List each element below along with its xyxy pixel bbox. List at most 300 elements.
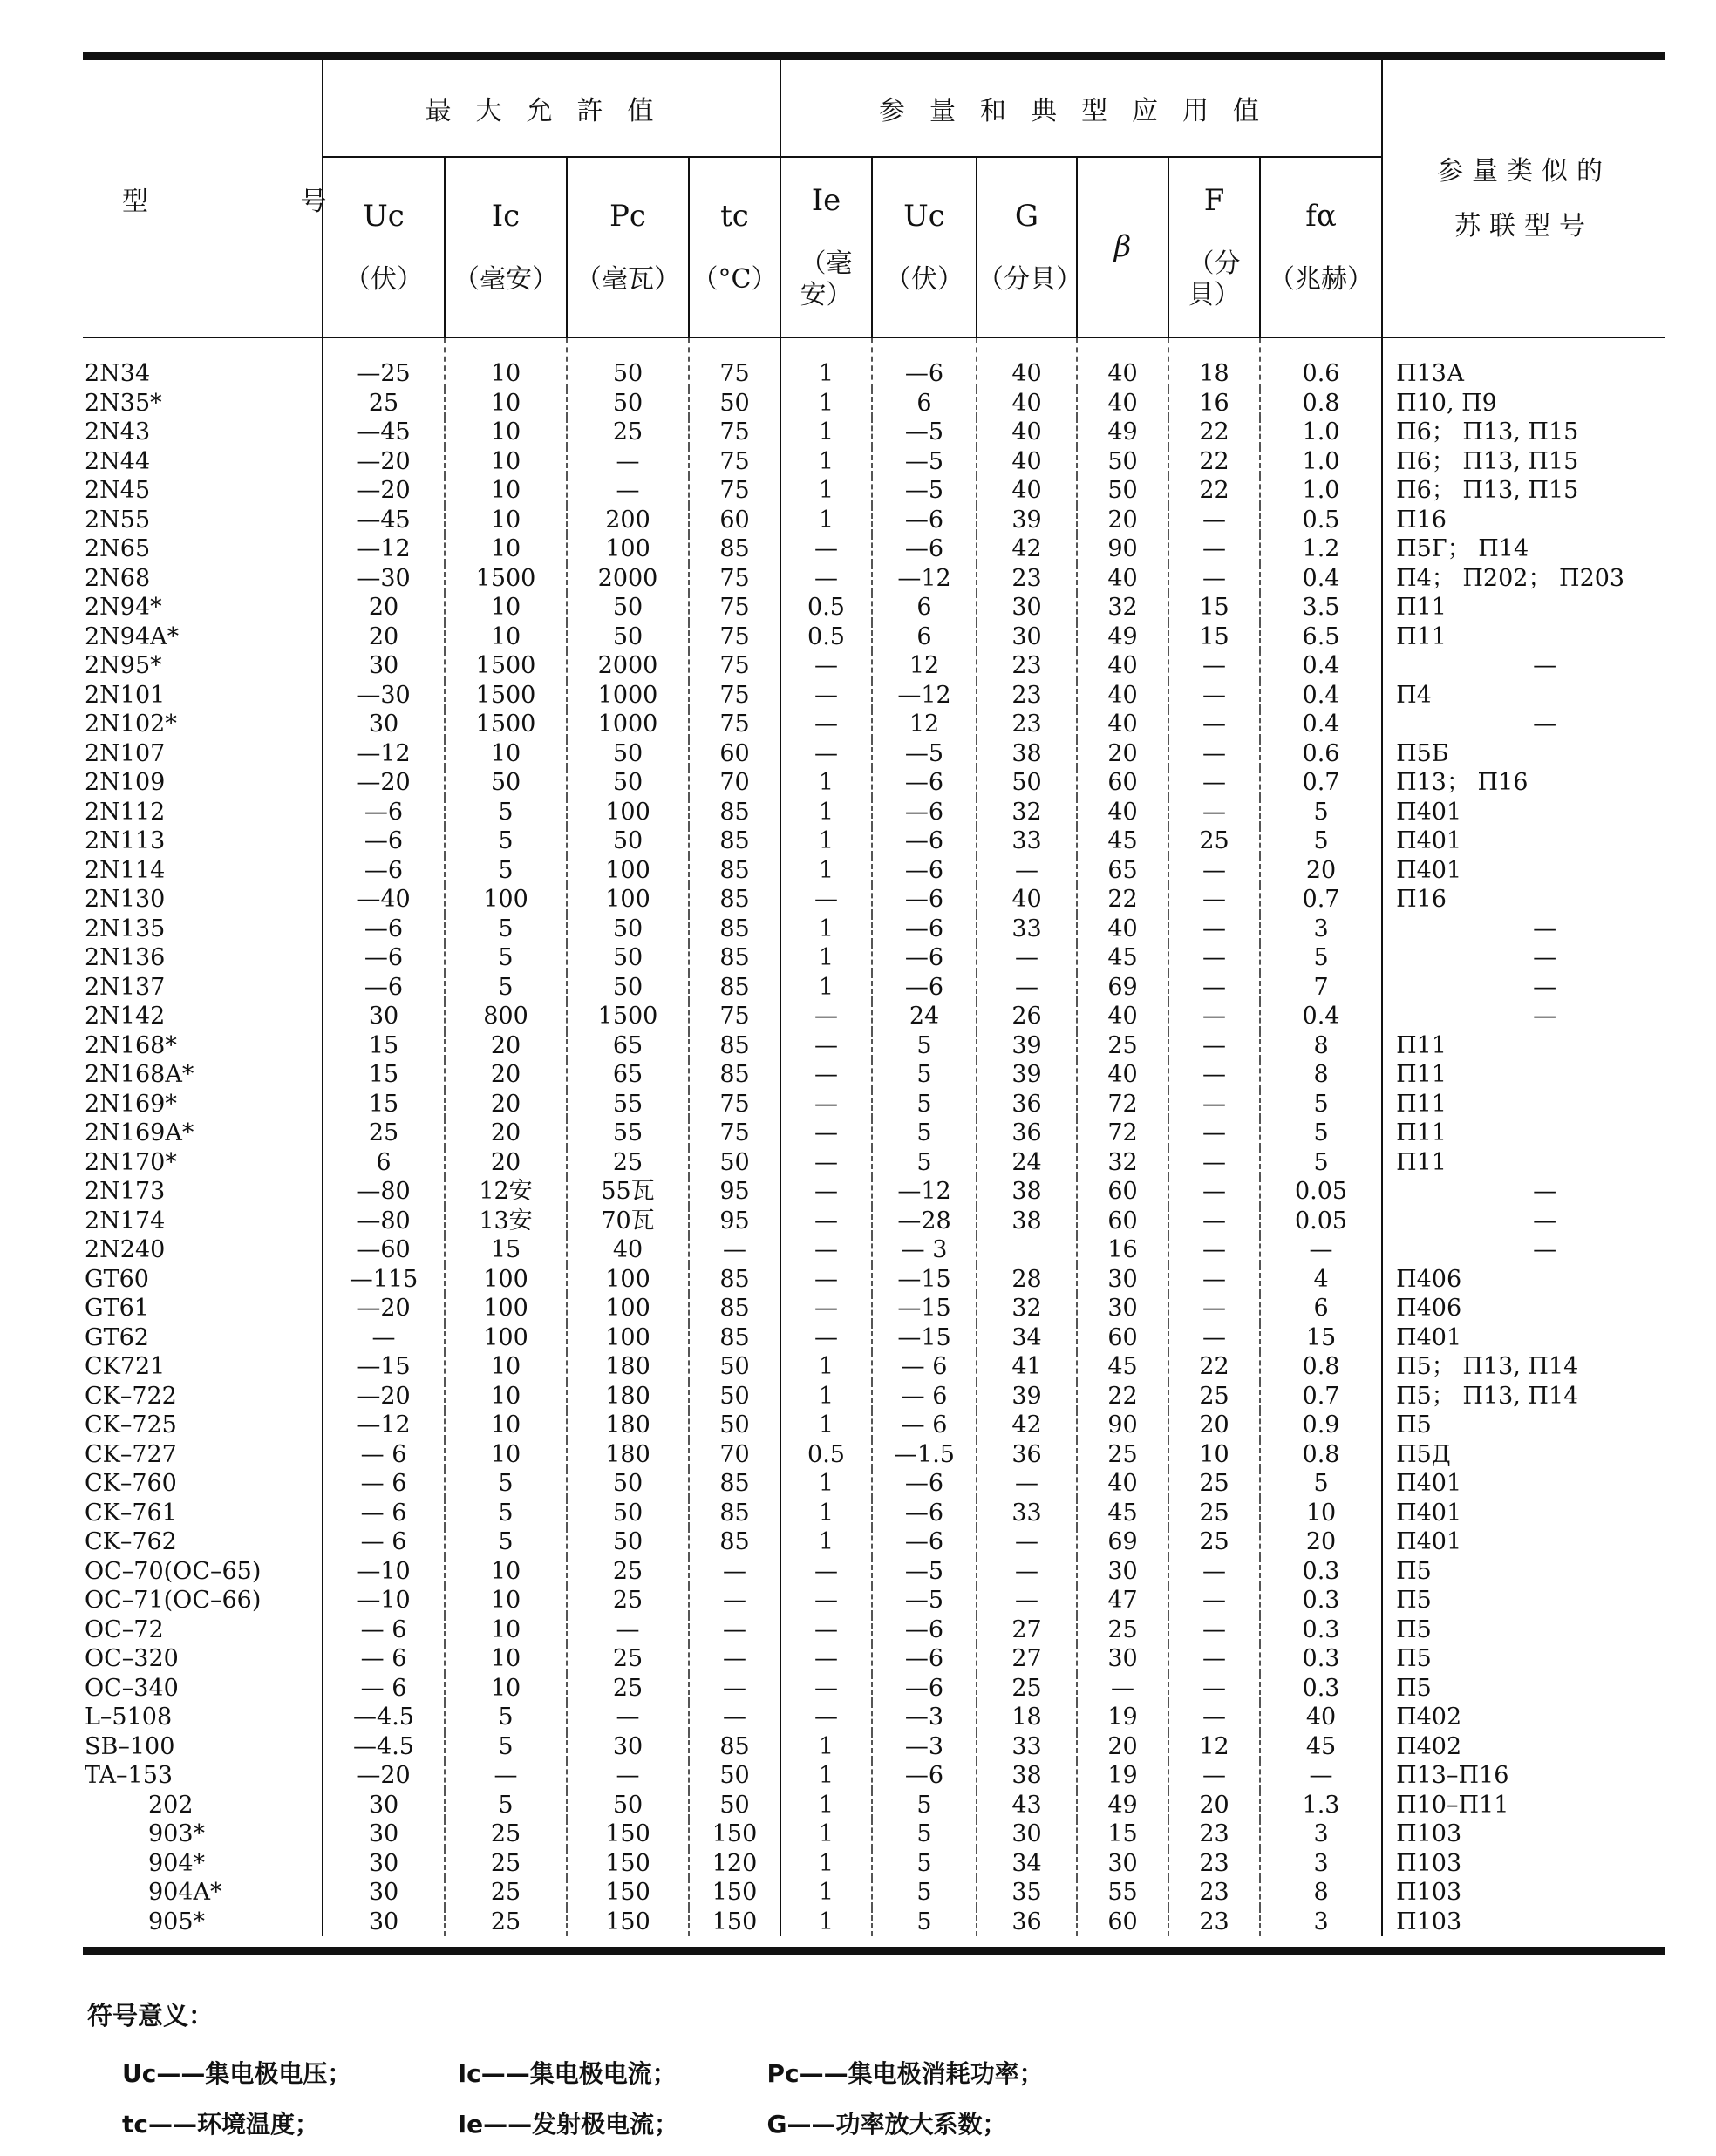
cell-uc-max: 25 bbox=[323, 1119, 445, 1148]
cell-uc-max: —20 bbox=[323, 476, 445, 506]
cell-beta: 60 bbox=[1077, 1323, 1168, 1353]
cell-model: 2N44 bbox=[85, 447, 151, 475]
cell-model: OC–72 bbox=[85, 1615, 164, 1643]
cell-g: 23 bbox=[977, 564, 1077, 594]
cell-tc-max: 85 bbox=[689, 826, 780, 856]
cell-falpha: 6 bbox=[1260, 1294, 1382, 1323]
cell-uc-max: —6 bbox=[323, 943, 445, 973]
table-row bbox=[83, 1382, 1665, 1411]
cell-tc-max: 75 bbox=[689, 681, 780, 711]
cell-ie: — bbox=[780, 1557, 872, 1587]
cell-uc-typ: 6 bbox=[872, 389, 977, 418]
cell-uc-typ: —6 bbox=[872, 1644, 977, 1674]
cell-model: 2N102* bbox=[85, 711, 177, 738]
cell-uc-max: 30 bbox=[323, 651, 445, 681]
cell-f: — bbox=[1168, 768, 1260, 798]
cell-model: 2N173 bbox=[85, 1178, 166, 1205]
cell-g: 23 bbox=[977, 651, 1077, 681]
cell-falpha: 45 bbox=[1260, 1732, 1382, 1762]
cell-f: 18 bbox=[1168, 337, 1260, 389]
cell-soviet-equiv: П406 bbox=[1382, 1265, 1665, 1295]
cell-beta: 49 bbox=[1077, 418, 1168, 447]
table-row bbox=[83, 798, 1665, 827]
cell-ic-max: 10 bbox=[445, 418, 567, 447]
cell-model: CK–722 bbox=[85, 1382, 177, 1410]
cell-tc-max: 75 bbox=[689, 1002, 780, 1031]
cell-uc-typ: —6 bbox=[872, 826, 977, 856]
unit: （毫瓦） bbox=[575, 263, 680, 295]
cell-ic-max: 10 bbox=[445, 739, 567, 769]
cell-f: — bbox=[1168, 1002, 1260, 1031]
cell-ie: — bbox=[780, 1148, 872, 1178]
cell-pc-max: 100 bbox=[567, 1294, 689, 1323]
cell-uc-max: — 6 bbox=[323, 1644, 445, 1674]
cell-ie: — bbox=[780, 1177, 872, 1207]
table-row bbox=[83, 1265, 1665, 1295]
legend-pc: Pc——集电极消耗功率； bbox=[766, 2059, 1044, 2088]
cell-uc-typ: — 6 bbox=[872, 1411, 977, 1440]
cell-ic-max: 10 bbox=[445, 1352, 567, 1382]
cell-model: 905* bbox=[148, 1908, 206, 1935]
cell-g: 38 bbox=[977, 1761, 1077, 1791]
legend-title: 符号意义： bbox=[87, 2001, 214, 2030]
cell-uc-max: 30 bbox=[323, 1849, 445, 1879]
cell-uc-typ: —15 bbox=[872, 1265, 977, 1295]
cell-g: 42 bbox=[977, 534, 1077, 564]
cell-ic-max: 20 bbox=[445, 1031, 567, 1061]
cell-pc-max: 50 bbox=[567, 768, 689, 798]
cell-soviet-equiv: П13–П16 bbox=[1382, 1761, 1665, 1791]
cell-ie: — bbox=[780, 1586, 872, 1615]
cell-uc-max: — 6 bbox=[323, 1674, 445, 1704]
cell-tc-max: 85 bbox=[689, 1060, 780, 1090]
cell-f: — bbox=[1168, 1031, 1260, 1061]
cell-ie: — bbox=[780, 1644, 872, 1674]
header-group-param: 参量和典型应用值 bbox=[780, 60, 1382, 157]
cell-f: — bbox=[1168, 681, 1260, 711]
cell-beta: 47 bbox=[1077, 1586, 1168, 1615]
cell-tc-max: 75 bbox=[689, 651, 780, 681]
cell-g: 33 bbox=[977, 1732, 1077, 1762]
cell-soviet-equiv: П13； П16 bbox=[1382, 768, 1665, 798]
cell-ie: 1 bbox=[780, 447, 872, 477]
cell-tc-max: 85 bbox=[689, 885, 780, 915]
cell-soviet-equiv: П5 bbox=[1382, 1411, 1665, 1440]
cell-tc-max: — bbox=[689, 1674, 780, 1704]
cell-g: 33 bbox=[977, 915, 1077, 944]
cell-pc-max: 25 bbox=[567, 418, 689, 447]
table-row bbox=[83, 593, 1665, 622]
cell-model: 2N168A* bbox=[85, 1061, 194, 1088]
table-row bbox=[83, 447, 1665, 477]
cell-ie: 1 bbox=[780, 1527, 872, 1557]
cell-g: 23 bbox=[977, 710, 1077, 739]
cell-pc-max: 100 bbox=[567, 798, 689, 827]
cell-falpha: 0.3 bbox=[1260, 1615, 1382, 1645]
cell-pc-max: 2000 bbox=[567, 564, 689, 594]
cell-uc-typ: —5 bbox=[872, 739, 977, 769]
cell-model: 2N168* bbox=[85, 1031, 177, 1059]
cell-pc-max: 25 bbox=[567, 1644, 689, 1674]
cell-uc-typ: —6 bbox=[872, 506, 977, 535]
cell-uc-typ: 12 bbox=[872, 710, 977, 739]
table-row bbox=[83, 768, 1665, 798]
cell-beta: 65 bbox=[1077, 856, 1168, 886]
cell-beta: 60 bbox=[1077, 1207, 1168, 1236]
cell-uc-max: 15 bbox=[323, 1031, 445, 1061]
header-soviet-line-2: 苏联型号 bbox=[1454, 210, 1595, 241]
cell-model: 2N94* bbox=[85, 594, 162, 621]
cell-uc-max: —6 bbox=[323, 973, 445, 1003]
cell-ie: 1 bbox=[780, 1761, 872, 1791]
sym: tc bbox=[720, 199, 749, 235]
cell-ic-max: 12安 bbox=[445, 1177, 567, 1207]
table-row bbox=[83, 1469, 1665, 1499]
cell-ie: 1 bbox=[780, 798, 872, 827]
cell-model: 2N240 bbox=[85, 1236, 166, 1263]
cell-beta: 49 bbox=[1077, 1791, 1168, 1820]
cell-uc-max: — 6 bbox=[323, 1499, 445, 1528]
cell-pc-max: — bbox=[567, 447, 689, 477]
cell-falpha: 4 bbox=[1260, 1265, 1382, 1295]
cell-uc-max: 30 bbox=[323, 1908, 445, 1937]
cell-falpha: 10 bbox=[1260, 1499, 1382, 1528]
cell-uc-typ: —5 bbox=[872, 476, 977, 506]
cell-beta: 49 bbox=[1077, 622, 1168, 652]
cell-model: 2N68 bbox=[85, 564, 151, 592]
cell-f: — bbox=[1168, 564, 1260, 594]
cell-model: 2N136 bbox=[85, 944, 166, 971]
table-row bbox=[83, 1177, 1665, 1207]
cell-ie: 1 bbox=[780, 389, 872, 418]
cell-model: OC–70(OC–65) bbox=[85, 1557, 262, 1585]
cell-beta: 22 bbox=[1077, 1382, 1168, 1411]
table-row bbox=[83, 1674, 1665, 1704]
cell-f: 12 bbox=[1168, 1732, 1260, 1762]
cell-tc-max: 75 bbox=[689, 476, 780, 506]
cell-tc-max: 75 bbox=[689, 1119, 780, 1148]
cell-tc-max: 75 bbox=[689, 593, 780, 622]
cell-g: 30 bbox=[977, 622, 1077, 652]
cell-ie: 1 bbox=[780, 476, 872, 506]
header-uc-typ bbox=[872, 157, 977, 337]
cell-model: 2N35* bbox=[85, 389, 162, 417]
cell-tc-max: 70 bbox=[689, 1440, 780, 1470]
cell-beta: 20 bbox=[1077, 506, 1168, 535]
cell-pc-max: 50 bbox=[567, 943, 689, 973]
unit: （分貝） bbox=[977, 263, 1082, 295]
cell-model: 2N109 bbox=[85, 769, 166, 796]
cell-tc-max: — bbox=[689, 1557, 780, 1587]
cell-f: 16 bbox=[1168, 389, 1260, 418]
table-row bbox=[83, 1819, 1665, 1849]
cell-model: 904A* bbox=[148, 1879, 222, 1906]
cell-pc-max: 2000 bbox=[567, 651, 689, 681]
cell-f: 10 bbox=[1168, 1440, 1260, 1470]
cell-soviet-equiv: П401 bbox=[1382, 1527, 1665, 1557]
cell-f: 20 bbox=[1168, 1791, 1260, 1820]
cell-ie: 1 bbox=[780, 506, 872, 535]
cell-ic-max: 10 bbox=[445, 1411, 567, 1440]
cell-falpha: 0.6 bbox=[1260, 337, 1382, 389]
cell-falpha: 1.0 bbox=[1260, 447, 1382, 477]
cell-tc-max: 75 bbox=[689, 564, 780, 594]
cell-uc-typ: —6 bbox=[872, 768, 977, 798]
header-model-char-2: 号 bbox=[300, 186, 327, 217]
cell-f: 23 bbox=[1168, 1878, 1260, 1908]
cell-soviet-equiv: П401 bbox=[1382, 856, 1665, 886]
cell-uc-max: —10 bbox=[323, 1586, 445, 1615]
cell-beta: 45 bbox=[1077, 826, 1168, 856]
cell-ic-max: 10 bbox=[445, 447, 567, 477]
cell-pc-max: 1500 bbox=[567, 1002, 689, 1031]
cell-uc-typ: 5 bbox=[872, 1148, 977, 1178]
cell-ic-max: 5 bbox=[445, 1499, 567, 1528]
cell-uc-typ: 5 bbox=[872, 1908, 977, 1937]
table-row bbox=[83, 1352, 1665, 1382]
cell-ic-max: 20 bbox=[445, 1060, 567, 1090]
cell-model: CK–727 bbox=[85, 1440, 177, 1468]
header-group-max: 最大允許值 bbox=[323, 60, 780, 157]
cell-pc-max: 55 bbox=[567, 1090, 689, 1119]
cell-model: 2N45 bbox=[85, 477, 151, 504]
cell-soviet-equiv: П402 bbox=[1382, 1703, 1665, 1732]
cell-uc-max: —40 bbox=[323, 885, 445, 915]
cell-g bbox=[977, 1235, 1077, 1265]
table-row bbox=[83, 1090, 1665, 1119]
cell-f: — bbox=[1168, 798, 1260, 827]
cell-ie: 1 bbox=[780, 1849, 872, 1879]
cell-beta: 32 bbox=[1077, 593, 1168, 622]
cell-pc-max: 30 bbox=[567, 1732, 689, 1762]
legend-ic: Ic——集电极电流； bbox=[457, 2059, 677, 2088]
cell-g: 25 bbox=[977, 1674, 1077, 1704]
cell-uc-max: 30 bbox=[323, 1819, 445, 1849]
cell-uc-typ: —6 bbox=[872, 1469, 977, 1499]
cell-beta: — bbox=[1077, 1674, 1168, 1704]
cell-uc-max: —12 bbox=[323, 1411, 445, 1440]
cell-pc-max: 50 bbox=[567, 739, 689, 769]
cell-f: — bbox=[1168, 1615, 1260, 1645]
cell-ie: 1 bbox=[780, 1352, 872, 1382]
cell-soviet-equiv: П401 bbox=[1382, 1323, 1665, 1353]
sym: Pc bbox=[609, 199, 646, 235]
cell-f: — bbox=[1168, 1265, 1260, 1295]
cell-soviet-equiv: П5； П13, П14 bbox=[1382, 1382, 1665, 1411]
cell-uc-typ: — 6 bbox=[872, 1382, 977, 1411]
cell-ic-max: 100 bbox=[445, 1323, 567, 1353]
cell-uc-max: —30 bbox=[323, 564, 445, 594]
cell-falpha: 5 bbox=[1260, 1090, 1382, 1119]
cell-ie: 1 bbox=[780, 1908, 872, 1937]
cell-uc-typ: 5 bbox=[872, 1031, 977, 1061]
cell-soviet-equiv: П11 bbox=[1382, 1060, 1665, 1090]
cell-f: — bbox=[1168, 915, 1260, 944]
cell-pc-max: 25 bbox=[567, 1674, 689, 1704]
table-row bbox=[83, 681, 1665, 711]
cell-soviet-equiv: П5Г； П14 bbox=[1382, 534, 1665, 564]
unit: （分貝） bbox=[1188, 248, 1241, 310]
table-row bbox=[83, 915, 1665, 944]
cell-soviet-equiv: П16 bbox=[1382, 885, 1665, 915]
cell-uc-max: 30 bbox=[323, 1878, 445, 1908]
cell-tc-max: 50 bbox=[689, 1791, 780, 1820]
cell-uc-max: 15 bbox=[323, 1090, 445, 1119]
cell-g: 34 bbox=[977, 1323, 1077, 1353]
cell-ic-max: 5 bbox=[445, 943, 567, 973]
cell-falpha: 0.3 bbox=[1260, 1674, 1382, 1704]
cell-ie: 1 bbox=[780, 915, 872, 944]
cell-model: 2N101 bbox=[85, 681, 166, 709]
cell-pc-max: 180 bbox=[567, 1382, 689, 1411]
sym: F bbox=[1203, 183, 1225, 219]
table-row bbox=[83, 1031, 1665, 1061]
cell-pc-max: 70瓦 bbox=[567, 1207, 689, 1236]
cell-model: CK721 bbox=[85, 1353, 166, 1380]
cell-tc-max: 85 bbox=[689, 1323, 780, 1353]
cell-pc-max: 150 bbox=[567, 1878, 689, 1908]
cell-pc-max: 50 bbox=[567, 973, 689, 1003]
cell-pc-max: — bbox=[567, 1703, 689, 1732]
cell-tc-max: 85 bbox=[689, 1265, 780, 1295]
cell-f: 15 bbox=[1168, 593, 1260, 622]
cell-ie: 1 bbox=[780, 1791, 872, 1820]
cell-beta: 90 bbox=[1077, 534, 1168, 564]
cell-ie: — bbox=[780, 1615, 872, 1645]
cell-tc-max: 70 bbox=[689, 768, 780, 798]
cell-model: 202 bbox=[148, 1791, 194, 1819]
cell-soviet-equiv: П401 bbox=[1382, 1499, 1665, 1528]
cell-g: 40 bbox=[977, 337, 1077, 389]
cell-tc-max: 75 bbox=[689, 337, 780, 389]
cell-ic-max: 10 bbox=[445, 506, 567, 535]
table-row bbox=[83, 534, 1665, 564]
header-beta bbox=[1077, 157, 1168, 337]
cell-ie: — bbox=[780, 710, 872, 739]
header-pc-max bbox=[567, 157, 689, 337]
cell-beta: 60 bbox=[1077, 1908, 1168, 1937]
table-row bbox=[83, 1119, 1665, 1148]
sym: Ic bbox=[491, 199, 521, 235]
cell-g: 43 bbox=[977, 1791, 1077, 1820]
cell-model: OC–71(OC–66) bbox=[85, 1587, 262, 1614]
cell-tc-max: 85 bbox=[689, 973, 780, 1003]
table-row bbox=[83, 564, 1665, 594]
cell-uc-max: —20 bbox=[323, 768, 445, 798]
table-row bbox=[83, 1411, 1665, 1440]
cell-ic-max: 10 bbox=[445, 1644, 567, 1674]
cell-falpha: — bbox=[1260, 1235, 1382, 1265]
cell-soviet-equiv: П401 bbox=[1382, 1469, 1665, 1499]
cell-soviet-equiv: П402 bbox=[1382, 1732, 1665, 1762]
cell-tc-max: 85 bbox=[689, 943, 780, 973]
cell-ic-max: 10 bbox=[445, 1440, 567, 1470]
cell-f: 22 bbox=[1168, 418, 1260, 447]
cell-model: 2N113 bbox=[85, 827, 166, 854]
cell-falpha: 0.3 bbox=[1260, 1586, 1382, 1615]
cell-ie: 0.5 bbox=[780, 593, 872, 622]
table-row bbox=[83, 1148, 1665, 1178]
cell-tc-max: 85 bbox=[689, 534, 780, 564]
table-row bbox=[83, 1060, 1665, 1090]
cell-ic-max: 15 bbox=[445, 1235, 567, 1265]
cell-ie: 1 bbox=[780, 418, 872, 447]
cell-g: 18 bbox=[977, 1703, 1077, 1732]
cell-ic-max: 100 bbox=[445, 1265, 567, 1295]
cell-tc-max: 150 bbox=[689, 1908, 780, 1937]
table-row bbox=[83, 739, 1665, 769]
cell-beta: 15 bbox=[1077, 1819, 1168, 1849]
legend-g: G——功率放大系数； bbox=[766, 2110, 1007, 2139]
cell-pc-max: 1000 bbox=[567, 681, 689, 711]
cell-uc-max: —6 bbox=[323, 856, 445, 886]
cell-soviet-equiv: — bbox=[1382, 1207, 1665, 1236]
table-row bbox=[83, 1703, 1665, 1732]
cell-uc-max: —10 bbox=[323, 1557, 445, 1587]
cell-f: — bbox=[1168, 1294, 1260, 1323]
cell-ic-max: 50 bbox=[445, 768, 567, 798]
cell-pc-max: 50 bbox=[567, 1527, 689, 1557]
table-row bbox=[83, 826, 1665, 856]
cell-g: 38 bbox=[977, 739, 1077, 769]
table-row bbox=[83, 1615, 1665, 1645]
cell-ie: — bbox=[780, 564, 872, 594]
cell-falpha: 20 bbox=[1260, 856, 1382, 886]
cell-falpha: 3 bbox=[1260, 1819, 1382, 1849]
cell-beta: 20 bbox=[1077, 1732, 1168, 1762]
cell-f: — bbox=[1168, 710, 1260, 739]
cell-uc-typ: 5 bbox=[872, 1878, 977, 1908]
cell-g: — bbox=[977, 973, 1077, 1003]
cell-beta: 40 bbox=[1077, 798, 1168, 827]
cell-pc-max: 25 bbox=[567, 1586, 689, 1615]
cell-model: CK–761 bbox=[85, 1499, 177, 1527]
cell-tc-max: 50 bbox=[689, 1352, 780, 1382]
cell-falpha: 0.4 bbox=[1260, 681, 1382, 711]
cell-falpha: 1.0 bbox=[1260, 476, 1382, 506]
cell-uc-typ: —28 bbox=[872, 1207, 977, 1236]
cell-uc-typ: —6 bbox=[872, 973, 977, 1003]
table-row bbox=[83, 710, 1665, 739]
cell-uc-typ: 5 bbox=[872, 1849, 977, 1879]
cell-tc-max: — bbox=[689, 1644, 780, 1674]
cell-f: 22 bbox=[1168, 447, 1260, 477]
cell-model: CK–760 bbox=[85, 1470, 177, 1497]
cell-beta: 45 bbox=[1077, 943, 1168, 973]
cell-pc-max: 100 bbox=[567, 856, 689, 886]
cell-ie: — bbox=[780, 1294, 872, 1323]
cell-soviet-equiv: П103 bbox=[1382, 1849, 1665, 1879]
cell-falpha: 5 bbox=[1260, 1119, 1382, 1148]
bottom-rule bbox=[83, 1947, 1665, 1955]
cell-ic-max: 5 bbox=[445, 1791, 567, 1820]
cell-ic-max: 1500 bbox=[445, 681, 567, 711]
cell-ie: — bbox=[780, 681, 872, 711]
cell-ic-max: 5 bbox=[445, 1527, 567, 1557]
cell-falpha: 3.5 bbox=[1260, 593, 1382, 622]
cell-soviet-equiv: П4 bbox=[1382, 681, 1665, 711]
cell-falpha: 20 bbox=[1260, 1527, 1382, 1557]
cell-ie: 1 bbox=[780, 826, 872, 856]
cell-model: 2N43 bbox=[85, 418, 151, 445]
cell-beta: 40 bbox=[1077, 1469, 1168, 1499]
unit: （伏） bbox=[344, 263, 423, 295]
cell-beta: 45 bbox=[1077, 1499, 1168, 1528]
cell-uc-max: 25 bbox=[323, 389, 445, 418]
sym: Uc bbox=[903, 199, 945, 235]
cell-g: 39 bbox=[977, 506, 1077, 535]
cell-ie: — bbox=[780, 534, 872, 564]
